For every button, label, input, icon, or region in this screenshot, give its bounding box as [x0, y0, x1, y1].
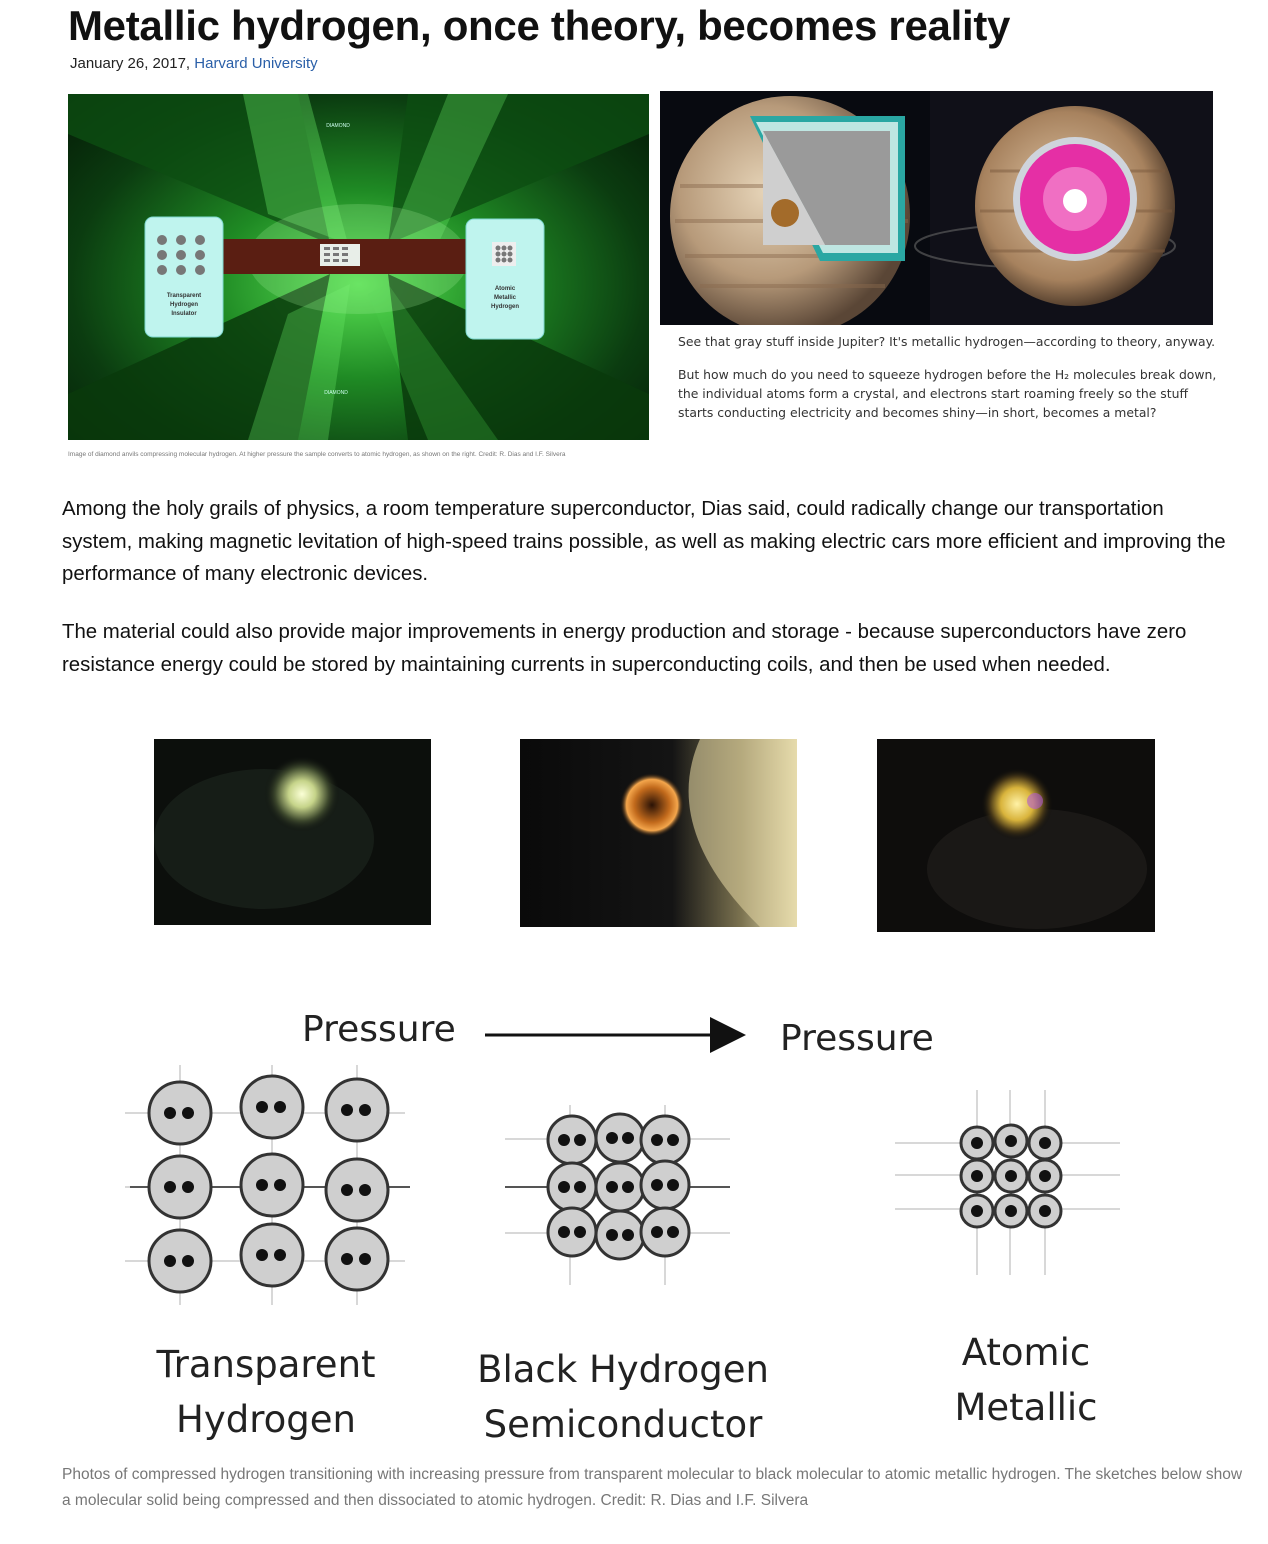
- diamond-anvil-image: [68, 94, 649, 440]
- diamond-top-label: DIAMOND: [326, 123, 350, 129]
- photo-transparent-hydrogen: [154, 739, 431, 925]
- jupiter-paragraph-2: But how much do you need to squeeze hydrogen before the H₂ molecules break down, the individual atoms form a crystal, and electrons start roaming freely so the stuff starts conducting electricity and becomes shiny—in short, becomes a metal?: [678, 367, 1217, 420]
- stage2-label-line-1: Black Hydrogen: [477, 1348, 769, 1391]
- stage3-label-line-2: Metallic: [954, 1386, 1098, 1429]
- left-box-line-3: Insulator: [171, 311, 197, 317]
- body-paragraph-2: The material could also provide major improvements in energy production and storage - because superconductors have zero resistance energy could be stored by maintaining currents in superconducting coils, and then be used when needed.: [62, 621, 1187, 676]
- stage3-label-line-1: Atomic: [961, 1331, 1091, 1374]
- stage1-label-line-1: Transparent: [156, 1343, 376, 1386]
- article-date: January 26, 2017: [70, 55, 186, 72]
- pressure-label-right: Pressure: [780, 1018, 934, 1059]
- photo-black-hydrogen: [520, 739, 797, 927]
- right-box-line-3: Hydrogen: [490, 304, 520, 310]
- stage1-label-line-2: Hydrogen: [176, 1398, 356, 1441]
- right-box-line-1: Atomic: [494, 286, 516, 292]
- jupiter-paragraph-1: See that gray stuff inside Jupiter? It's metallic hydrogen—according to theory, anyway.: [678, 334, 1216, 349]
- pressure-label-left: Pressure: [302, 1009, 456, 1050]
- pressure-diagram: [120, 995, 1120, 1455]
- stage2-label-line-2: Semiconductor: [483, 1403, 763, 1446]
- left-box-line-2: Hydrogen: [169, 302, 199, 308]
- jupiter-interior-image: [660, 91, 1213, 325]
- jupiter-sidebar-text: [678, 332, 1223, 436]
- diamond-image-caption: Image of diamond anvils compressing molecular hydrogen. At higher pressure the sample converts to atomic hydrogen, as shown on the right. Credit: R. Dias and I.F. Silvera: [68, 451, 566, 458]
- left-box-line-1: Transparent: [166, 293, 202, 299]
- diamond-bottom-label: DIAMOND: [324, 390, 348, 396]
- article-title: Metallic hydrogen, once theory, becomes reality: [68, 2, 1011, 49]
- article-source-link[interactable]: Harvard University: [194, 55, 318, 72]
- article-dateline: January 26, 2017, Harvard University: [70, 55, 318, 72]
- figure-caption: Photos of compressed hydrogen transitioning with increasing pressure from transparent molecular to black molecular to atomic metallic hydrogen. The sketches below show a molecular solid being compressed and then dissociated to atomic hydrogen. Credit: R. Dias and I.F. Silvera: [62, 1466, 1243, 1509]
- photo-atomic-metallic-hydrogen: [877, 739, 1155, 932]
- right-box-line-2: Metallic: [493, 295, 517, 301]
- body-paragraph-1: Among the holy grails of physics, a room temperature superconductor, Dias said, could radically change our transportation system, making magnetic levitation of high-speed trains possible, as well as making electric cars more efficient and improving the performance of many electronic devices.: [62, 498, 1226, 585]
